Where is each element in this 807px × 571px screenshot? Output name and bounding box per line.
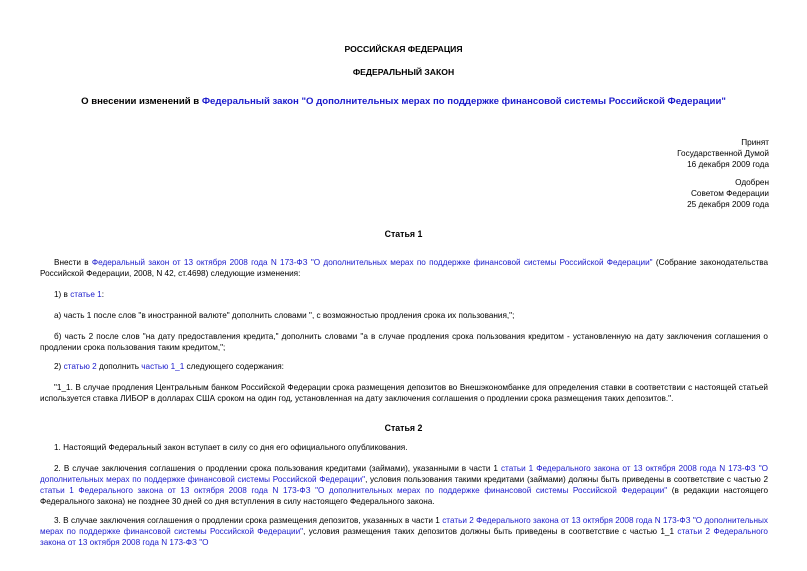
p2-mid: , условия пользования такими кредитами (займами) должны быть приведены в соответствие с частью 2 xyxy=(365,475,768,484)
intro-text-post: (Собрание законодательства Российской Федерации, 2008, N 42, ст.4698) следующие изменения: xyxy=(40,258,769,278)
p2-law-link-2[interactable]: статьи 1 Федерального закона от 13 октября 2008 года N 173-ФЗ "О дополнительных мерах по поддержке финансовой системы Российской Федерации" xyxy=(40,486,668,495)
approved-by: Советом Федерации xyxy=(691,189,769,198)
country-heading: РОССИЙСКАЯ ФЕДЕРАЦИЯ xyxy=(344,44,463,54)
item-2 xyxy=(40,361,768,372)
accepted-by: Государственной Думой xyxy=(677,149,769,158)
p3-pre: 3. В случае заключения соглашения о продлении срока размещения депозитов, указанных в части 1 xyxy=(54,516,443,525)
article-1-intro xyxy=(40,257,768,279)
item-a: а) часть 1 после слов "в иностранной валюте" дополнить словами ", с возможностью продления срока их пользования,"; xyxy=(54,311,515,320)
item-b: б) часть 2 после слов "на дату предоставления кредита," дополнить словами "а в случае продления срока пользования кредитом - установленную на дату заключения соглашения о продлении срока пользования таким кредитом,"; xyxy=(40,332,768,352)
intro-law-link[interactable]: Федеральный закон от 13 октября 2008 года N 173-ФЗ "О дополнительных мерах по поддержке финансовой системы Российской Федерации" xyxy=(91,258,653,267)
item-1 xyxy=(40,289,768,300)
item-1-pre: 1) в xyxy=(54,290,71,299)
accepted-date: 16 декабря 2009 года xyxy=(687,160,769,169)
item-2-part-link[interactable]: частью 1_1 xyxy=(141,362,185,371)
item-2-pre: 2) xyxy=(54,362,64,371)
adoption-council-block xyxy=(687,177,769,210)
item-2-article-link[interactable]: статью 2 xyxy=(63,362,97,371)
p3-law-link-1[interactable]: статьи 2 Федерального закона от 13 октября 2008 года N 173-ФЗ "О дополнительных мерах по поддержке финансовой системы Российской Федерации" xyxy=(40,516,768,536)
p2-post: (в редакции настоящего Федерального закона) не позднее 30 дней со дня вступления в силу настоящего Федерального закона. xyxy=(40,486,768,506)
title-prefix: О внесении изменений в xyxy=(81,96,202,107)
article-2-p2 xyxy=(40,463,768,507)
p2-law-link-1[interactable]: статьи 1 Федерального закона от 13 октября 2008 года N 173-ФЗ "О дополнительных мерах по поддержке финансовой системы Российской Федерации" xyxy=(40,464,769,484)
article-2-p1: 1. Настоящий Федеральный закон вступает в силу со дня его официального опубликования. xyxy=(54,443,408,452)
doc-type-heading: ФЕДЕРАЛЬНЫЙ ЗАКОН xyxy=(352,67,455,77)
p3-law-link-2[interactable]: статьи 2 Федерального закона от 13 октября 2008 года N 173-ФЗ "О xyxy=(40,527,768,547)
article-2-heading: Статья 2 xyxy=(384,423,423,433)
item-2-mid: дополнить xyxy=(96,362,142,371)
approved-label: Одобрен xyxy=(735,178,769,187)
article-1-heading: Статья 1 xyxy=(384,229,423,239)
p2-pre: 2. В случае заключения соглашения о продлении срока пользования кредитами (займами), указанными в части 1 xyxy=(54,464,501,473)
approved-date: 25 декабря 2009 года xyxy=(687,200,769,209)
item-2-post: следующего содержания: xyxy=(184,362,284,371)
item-2-quote: "1_1. В случае продления Центральным банком Российской Федерации срока размещения депозитов во Внешэкономбанке для определения ставки в соответствии с настоящей статьей используется ставка ЛИБОР в долларах США сроком на один год, установленная на дату заключения соглашения о продлении срока размещения таких депозитов.". xyxy=(40,383,768,403)
intro-text: Внести в xyxy=(54,258,92,267)
p3-mid: , условия размещения таких депозитов должны быть приведены в соответствие с частью 1_1 xyxy=(303,527,678,536)
item-1-post: : xyxy=(101,290,104,299)
item-1-article-link[interactable]: статье 1 xyxy=(70,290,102,299)
law-title xyxy=(0,96,807,107)
title-law-link[interactable]: Федеральный закон "О дополнительных мерах по поддержке финансовой системы Российской Федерации" xyxy=(201,96,726,107)
accepted-label: Принят xyxy=(741,138,769,147)
article-2-p3 xyxy=(40,515,768,548)
adoption-duma-block xyxy=(677,137,769,170)
